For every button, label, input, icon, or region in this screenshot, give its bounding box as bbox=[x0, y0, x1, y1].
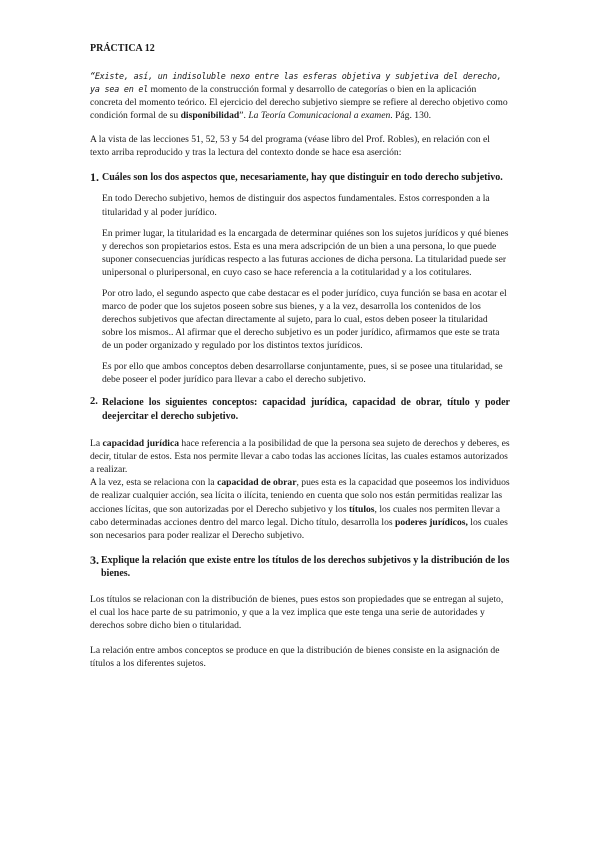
answer-2-text: La bbox=[90, 438, 103, 450]
term-capacidad-obrar: capacidad de obrar bbox=[217, 477, 297, 489]
quote-close: ”. bbox=[239, 109, 249, 121]
question-1-heading bbox=[90, 171, 510, 185]
intro-paragraph: A la vista de las lecciones 51, 52, 53 y 54 del programa (véase libro del Prof. Robles), en relación con el texto arriba reproducido y tras la lectura del contexto donde se hace esa aserción: bbox=[90, 133, 490, 158]
quote-bold-word: disponibilidad bbox=[180, 109, 240, 121]
answer-1 bbox=[102, 192, 510, 386]
answer-1-paragraph: En todo Derecho subjetivo, hemos de distinguir dos aspectos fundamentales. Estos corresponden a la titularidad y al poder jurídico. bbox=[102, 193, 490, 218]
answer-2-paragraph bbox=[90, 476, 510, 541]
quote-opening: “Existe, así, un indisoluble nexo entre las esferas objetiva y subjetiva del derecho, ya sea en el bbox=[90, 70, 502, 94]
answer-3 bbox=[90, 593, 510, 670]
question-2-text: Relacione los siguientes conceptos: capacidad jurídica, capacidad de obrar, título y poder deejercitar el derecho subjetivo. bbox=[102, 397, 510, 422]
question-1-number: 1. bbox=[90, 169, 99, 184]
answer-1-paragraph: Es por ello que ambos conceptos deben desarrollarse conjuntamente, pues, si se posee una titularidad, se debe poseer el poder jurídico para llevar a cabo el derecho subjetivo. bbox=[102, 360, 503, 386]
term-titulos: títulos bbox=[348, 503, 375, 515]
question-2-heading bbox=[90, 396, 510, 423]
answer-2-text: hace referencia a la posibilidad de que la persona sea sujeto de derechos y deberes, es decir, titular de estos. Esta nos permite llevar a cabo todas las acciones lícitas, las cuales estamos autorizados a realizar. bbox=[90, 438, 510, 476]
answer-2-text: A la vez, esta se relaciona con la bbox=[90, 477, 218, 489]
term-capacidad-juridica: capacidad jurídica bbox=[102, 438, 180, 450]
document-page bbox=[90, 42, 510, 678]
answer-1-paragraph: Por otro lado, el segundo aspecto que cabe destacar es el poder jurídico, cuya función se basa en acotar el marco de poder que los sujetos poseen sobre sus bienes, y a la vez, desarrolla los contenidos de los derechos subjetivos que afectan directamente al sujeto, para lo cual, estos deben poseer la titularidad sobre los mismos.. Al afirmar que el derecho subjetivo es un poder jurídico, afirmamos que este se trata de un poder organizado y regulado por los distintos textos jurídicos. bbox=[102, 287, 507, 351]
quote-page: . Pág. 130. bbox=[390, 109, 432, 121]
quote-body: momento de la construcción formal y desarrollo de categorías o bien en la aplicación concreta del momento teórico. El ejercicio del derecho subjetivo siempre se refiere al derecho objetivo como condición formal de su bbox=[90, 83, 508, 121]
question-3-text: Explique la relación que existe entre los títulos de los derechos subjetivos y la distribución de los bienes. bbox=[101, 554, 510, 580]
answer-2-text: , los cuales nos permiten llevar a cabo determinadas acciones dentro del marco legal. Dicho título, desarrolla los bbox=[90, 503, 501, 528]
question-2-number: 2. bbox=[90, 396, 98, 408]
answer-2 bbox=[90, 437, 510, 541]
question-3-heading bbox=[90, 554, 510, 581]
answer-2-text: , pues esta es la capacidad que poseemos los individuos de realizar cualquier acción, sea lícita o ilícita, teniendo en cuenta que solo nos están permitidas realizar las acciones lícitas, que son autorizadas por el Derecho subjetivo y los bbox=[90, 477, 510, 515]
answer-1-paragraph: En primer lugar, la titularidad es la encargada de determinar quiénes son los sujetos jurídicos y qué bienes y derechos son propietarios estos. Esta es una mera adscripción de un bien a una persona, lo que puede suponer consecuencias jurídicas respecto a las futuras acciones de dicha persona. La titularidad puede ser unipersonal o pluripersonal, en cuyo caso se hace referencia a la cotitularidad y a los cotitulares. bbox=[102, 227, 509, 278]
answer-2-paragraph bbox=[90, 437, 510, 476]
question-3-number: 3. bbox=[90, 552, 99, 567]
answer-3-paragraph: La relación entre ambos conceptos se produce en que la distribución de bienes consiste en la asignación de títulos a los diferentes sujetos. bbox=[90, 644, 500, 670]
question-1-text: Cuáles son los dos aspectos que, necesariamente, hay que distinguir en todo derecho subjetivo. bbox=[102, 171, 503, 183]
answer-2-text: los cuales son necesarios para poder realizar el Derecho subjetivo. bbox=[90, 516, 508, 541]
page-title: PRÁCTICA 12 bbox=[90, 43, 155, 54]
quote-source: La Teoría Comunicacional a examen bbox=[248, 109, 391, 121]
quote-paragraph bbox=[90, 70, 510, 122]
term-poderes-juridicos: poderes jurídicos, bbox=[395, 516, 468, 528]
answer-3-paragraph: Los títulos se relacionan con la distribución de bienes, pues estos son propiedades que se entregan al sujeto, el cual los hace parte de su patrimonio, y que a la vez implica que este tenga una serie de autoridades y derechos sobre dicho bien o titularidad. bbox=[90, 593, 504, 631]
